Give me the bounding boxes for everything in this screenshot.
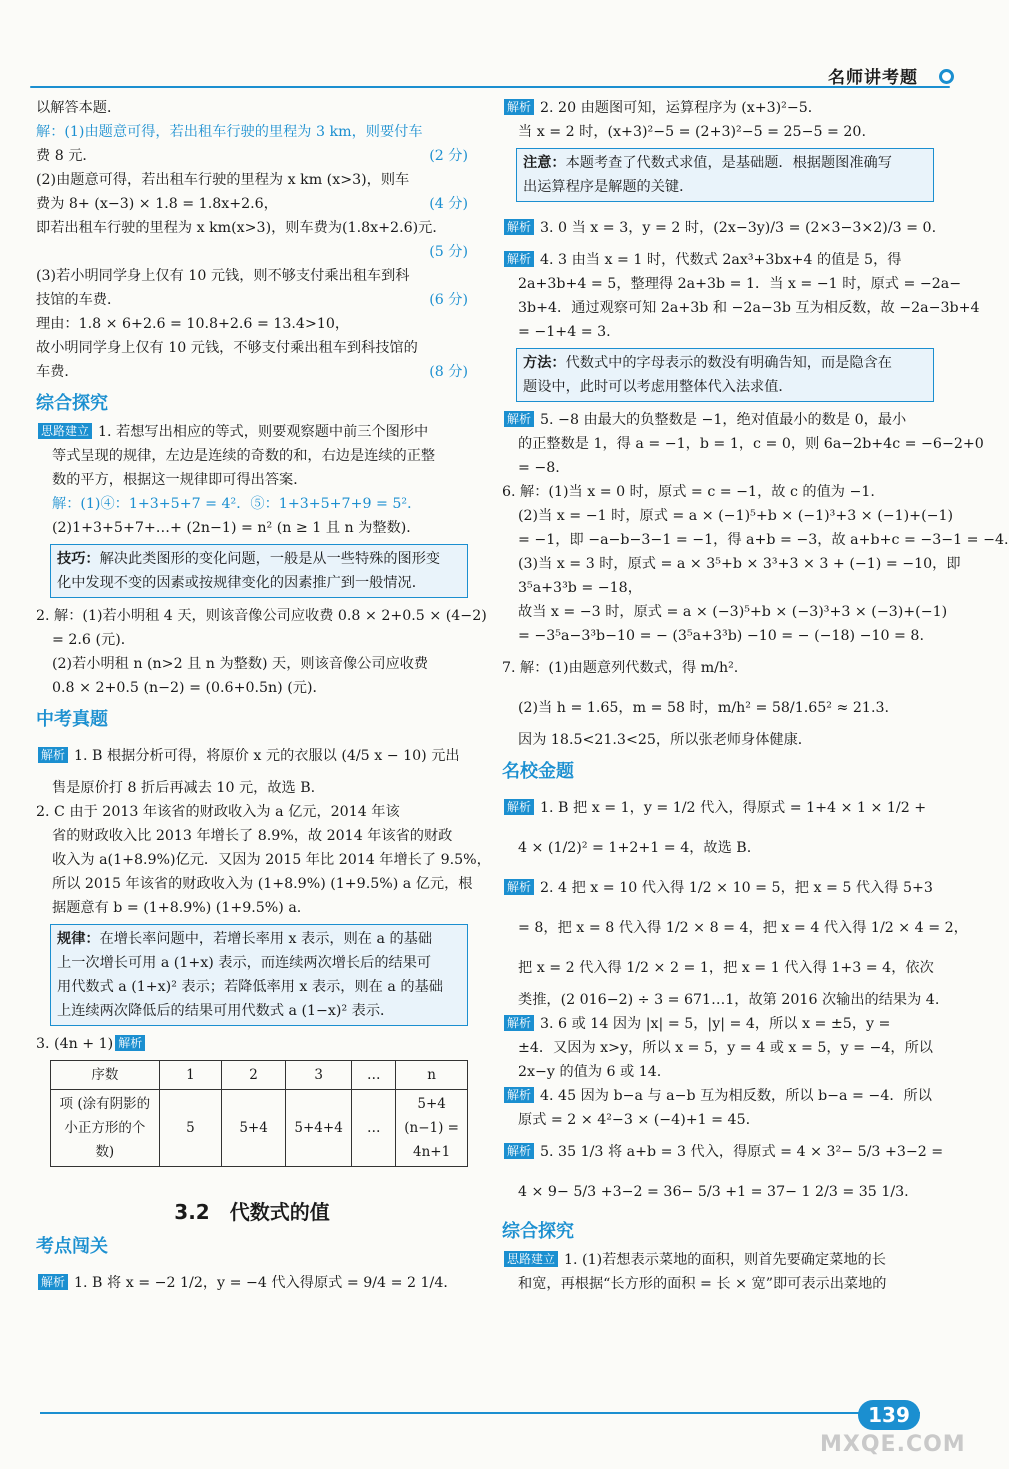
text-line: 2. 20 由题图可知，运算程序为 (x+3)²−5． — [540, 100, 822, 116]
table-cell: 5+4 — [222, 1090, 286, 1167]
table-cell: 序数 — [51, 1061, 160, 1090]
text-line: 故小明同学身上仅有 10 元钱，不够支付乘出租车到科技馆的 — [36, 340, 418, 356]
tag-label: 思路建立 — [38, 423, 92, 439]
text-line: 原式 = 2 × 4²−3 × (−4)+1 = 45. — [518, 1112, 751, 1128]
text-line: 化中发现不变的因素或按规律变化的因素推广到一般情况． — [57, 575, 426, 591]
tag-label: 解析 — [504, 99, 534, 115]
table-cell: … — [352, 1061, 396, 1090]
text-line: 所以 2015 年该省的财政收入为 (1+8.9%) (1+9.5%) a 亿元，根 — [52, 876, 473, 892]
watermark: MXQE.COM — [820, 1432, 966, 1457]
text-line: ±4．又因为 x>y，所以 x = 5，y = 4 或 x = 5，y = −4，所以 — [518, 1040, 933, 1056]
text-line: 4 × 9− 5/3 +3−2 = 36− 5/3 +1 = 37− 1 2/3 = 35 1/3. — [518, 1184, 909, 1200]
tag-label: 解析 — [504, 251, 534, 267]
header-rule — [30, 86, 950, 88]
section-heading: 名校金题 — [502, 761, 574, 782]
text-line: 解决此类图形的变化问题，一般是从一些特殊的图形变 — [99, 551, 441, 567]
text-line: 3⁵a+3³b = −18， — [518, 580, 642, 596]
score-points: (2 分) — [429, 148, 468, 164]
text-line: 售是原价打 8 折后再减去 10 元，故选 B. — [52, 780, 316, 796]
text-line: 当 x = 2 时，(x+3)²−5 = (2+3)²−5 = 25−5 = 20. — [518, 124, 866, 140]
text-line: = 8，把 x = 8 代入得 1/2 × 8 = 4，把 x = 4 代入得 1/2 × 4 = 2， — [518, 920, 968, 936]
score-points: (6 分) — [429, 292, 468, 308]
text-line: 数的平方，根据这一规律即可得出答案． — [52, 472, 308, 488]
score-points: (8 分) — [429, 364, 468, 380]
text-line: (2)当 x = −1 时，原式 = a × (−1)⁵+b × (−1)³+3 × (−1)+(−1) — [518, 508, 954, 524]
text-line: = −3⁵a−3³b−10 = − (3⁵a+3³b) −10 = − (−18) −10 = 8. — [518, 628, 924, 644]
text-line: 和宽，再根据“长方形的面积 = 长 × 宽”即可表示出菜地的 — [518, 1276, 887, 1292]
text-line: 题设中，此时可以考虑用整体代入法求值． — [523, 379, 793, 395]
tag-label: 解析 — [504, 1087, 534, 1103]
text-line: 7. 解：(1)由题意列代数式，得 m/h². — [502, 660, 739, 676]
box-label: 规律： — [57, 931, 100, 947]
text-line: 收入为 a(1+8.9%)亿元．又因为 2015 年比 2014 年增长了 9.5%， — [52, 852, 491, 868]
text-line: 在增长率问题中，若增长率用 x 表示，则在 a 的基础 — [99, 931, 433, 947]
text-line: 因为 18.5<21.3<25，所以张老师身体健康． — [518, 732, 812, 748]
section-heading: 综合探究 — [502, 1221, 574, 1242]
text-line: = −8. — [518, 460, 560, 476]
tag-label: 解析 — [115, 1035, 145, 1051]
box-label: 技巧： — [57, 551, 100, 567]
text-line: = −1，即 −a−b−3−1 = −1，得 a+b = −3，故 a+b+c = −3−1 = −4. — [518, 532, 1009, 548]
text-line: 3. 0 当 x = 3，y = 2 时，(2x−3y)/3 = (2×3−3×2)/3 = 0. — [540, 220, 937, 236]
tag-label: 解析 — [504, 219, 534, 235]
text-line: (2)若小明租 n (n>2 且 n 为整数) 天，则该音像公司应收费 — [52, 656, 429, 672]
text-line: 1. 若想写出相应的等式，则要观察题中前三个图形中 — [98, 424, 429, 440]
text-line: 费 8 元． — [36, 148, 97, 164]
text-line: 用代数式 a (1+x)² 表示；若降低率用 x 表示，则在 a 的基础 — [57, 979, 443, 995]
tag-label: 思路建立 — [504, 1251, 558, 1267]
text-line: 上一次增长可用 a (1+x) 表示，而连续两次增长后的结果可 — [57, 955, 432, 971]
tag-label: 解析 — [504, 1143, 534, 1159]
text-line: 1. B 根据分析可得，将原价 x 元的衣服以 (4/5 x − 10) 元出 — [74, 748, 460, 764]
text-line: (2)当 h = 1.65，m = 58 时，m/h² = 58/1.65² ≈ 21.3. — [518, 700, 889, 716]
text-line: (3)若小明同学身上仅有 10 元钱，则不够支付乘出租车到科 — [36, 268, 410, 284]
text-line: = −1+4 = 3. — [518, 324, 611, 340]
text-line: 本题考查了代数式求值，是基础题．根据题图准确写 — [565, 155, 892, 171]
note-box — [516, 148, 934, 202]
table-cell: 2 — [222, 1061, 286, 1090]
text-line: 即若出租车行驶的里程为 x km(x>3)，则车费为(1.8x+2.6)元． — [36, 220, 447, 236]
text-line: 6. 解：(1)当 x = 0 时，原式 = c = −1，故 c 的值为 −1. — [502, 484, 875, 500]
text-line: 2. C 由于 2013 年该省的财政收入为 a 亿元，2014 年该 — [36, 804, 400, 820]
text-line: 4. 3 由当 x = 1 时，代数式 2ax³+3bx+4 的值是 5，得 — [540, 252, 902, 268]
text-line: (2)1+3+5+7+…+ (2n−1) = n² (n ≥ 1 且 n 为整数)． — [52, 520, 421, 536]
text-line: 上连续两次降低后的结果可用代数式 a (1−x)² 表示． — [57, 1003, 395, 1019]
text-line: (3)当 x = 3 时，原式 = a × 3⁵+b × 3³+3 × 3 + (−1) = −10，即 — [518, 556, 961, 572]
section-heading: 综合探究 — [36, 393, 108, 414]
tag-label: 解析 — [504, 1015, 534, 1031]
tag-label: 解析 — [38, 1274, 68, 1290]
tag-label: 解析 — [504, 879, 534, 895]
text-line: 等式呈现的规律，左边是连续的奇数的和，右边是连续的正整 — [52, 448, 436, 464]
text-line: 5. 35 1/3 将 a+b = 3 代入，得原式 = 4 × 3²− 5/3 +3−2 = — [540, 1144, 944, 1160]
score-points: (5 分) — [429, 244, 468, 260]
chapter-title: 3.2 代数式的值 — [174, 1200, 330, 1224]
text-line: 出运算程序是解题的关键． — [523, 179, 694, 195]
text-line: 故当 x = −3 时，原式 = a × (−3)⁵+b × (−3)³+3 × (−3)+(−1) — [518, 604, 948, 620]
box-label: 方法： — [523, 355, 566, 371]
tip-box — [50, 544, 468, 598]
section-heading: 中考真题 — [36, 709, 108, 730]
table-row — [51, 1061, 468, 1090]
tag-label: 解析 — [504, 411, 534, 427]
right-column — [502, 96, 1009, 1296]
header-circle-icon — [939, 69, 954, 84]
table-cell: 1 — [159, 1061, 222, 1090]
text-line: 省的财政收入比 2013 年增长了 8.9%，故 2014 年该省的财政 — [52, 828, 453, 844]
score-points: (4 分) — [429, 196, 468, 212]
text-line: 0.8 × 2+0.5 (n−2) = (0.6+0.5n) (元)． — [52, 680, 327, 696]
text-line: 费为 8+ (x−3) × 1.8 = 1.8x+2.6， — [36, 196, 278, 212]
text-line: 1. B 把 x = 1，y = 1/2 代入，得原式 = 1+4 × 1 × 1/2 + — [540, 800, 927, 816]
table-row — [51, 1090, 468, 1167]
text-line: 1. B 将 x = −2 1/2，y = −4 代入得原式 = 9/4 = 2 1/4． — [74, 1275, 458, 1291]
text-line: 2. 4 把 x = 10 代入得 1/2 × 10 = 5，把 x = 5 代入得 5+3 — [540, 880, 933, 896]
text-line: 据题意有 b = (1+8.9%) (1+9.5%) a. — [52, 900, 302, 916]
text-line: 4 × (1/2)² = 1+2+1 = 4，故选 B. — [518, 840, 752, 856]
text-line: 的正整数是 1，得 a = −1，b = 1，c = 0，则 6a−2b+4c = −6−2+0 — [518, 436, 984, 452]
left-column — [36, 96, 491, 1303]
method-box — [516, 348, 934, 402]
text-line: 车费． — [36, 364, 79, 380]
box-label: 注意： — [523, 155, 566, 171]
text-line: 技馆的车费． — [36, 292, 122, 308]
text-line: 2. 解：(1)若小明租 4 天，则该音像公司应收费 0.8 × 2+0.5 × (4−2) — [36, 608, 487, 624]
text-line: (2)由题意可得，若出租车行驶的里程为 x km (x>3)，则车 — [36, 172, 410, 188]
text-line: 解：(1)由题意可得，若出租车行驶的里程为 3 km，则要付车 — [36, 124, 423, 140]
text-line: 类推，(2 016−2) ÷ 3 = 671…1，故第 2016 次输出的结果为 4. — [518, 992, 940, 1008]
table-cell: 5+4+4 — [285, 1090, 352, 1167]
text-line: 4. 45 因为 b−a 与 a−b 互为相反数，所以 b−a = −4．所以 — [540, 1088, 932, 1104]
text-line: 1. (1)若想表示菜地的面积，则首先要确定菜地的长 — [564, 1252, 886, 1268]
header-title: 名师讲考题 — [828, 68, 918, 88]
table-cell: 5 — [159, 1090, 222, 1167]
footer-rule — [40, 1412, 920, 1414]
tag-label: 解析 — [38, 747, 68, 763]
sequence-table — [50, 1060, 468, 1167]
text-line: 理由：1.8 × 6+2.6 = 10.8+2.6 = 13.4>10， — [36, 316, 350, 332]
text-line: 解：(1)④：1+3+5+7 = 4²．⑤：1+3+5+7+9 = 5²． — [52, 496, 422, 512]
text-line: 把 x = 2 代入得 1/2 × 2 = 1，把 x = 1 代入得 1+3 = 4，依次 — [518, 960, 934, 976]
text-line: 2a+3b+4 = 5，整理得 2a+3b = 1．当 x = −1 时，原式 = −2a− — [518, 276, 962, 292]
table-cell: n — [396, 1061, 468, 1090]
text-line: 3. (4n + 1) — [36, 1036, 114, 1052]
text-line: 以解答本题． — [36, 100, 122, 116]
text-line: 代数式中的字母表示的数没有明确告知，而是隐含在 — [565, 355, 892, 371]
text-line: 3b+4．通过观察可知 2a+3b 和 −2a−3b 互为相反数，故 −2a−3b+4 — [518, 300, 980, 316]
text-line: = 2.6 (元)． — [52, 632, 135, 648]
table-cell: … — [352, 1090, 396, 1167]
section-heading: 考点闯关 — [36, 1236, 108, 1257]
tag-label: 解析 — [504, 799, 534, 815]
table-cell: 3 — [285, 1061, 352, 1090]
text-line: 5. −8 由最大的负整数是 −1，绝对值最小的数是 0，最小 — [540, 412, 907, 428]
table-cell: 5+4 (n−1) = 4n+1 — [396, 1090, 468, 1167]
text-line: 3. 6 或 14 因为 |x| = 5，|y| = 4，所以 x = ±5，y = — [540, 1016, 891, 1032]
rule-box — [50, 924, 468, 1026]
text-line: 2x−y 的值为 6 或 14. — [518, 1064, 662, 1080]
page-number: 139 — [858, 1400, 920, 1430]
table-cell: 项 (涂有阴影的小正方形的个数) — [51, 1090, 160, 1167]
